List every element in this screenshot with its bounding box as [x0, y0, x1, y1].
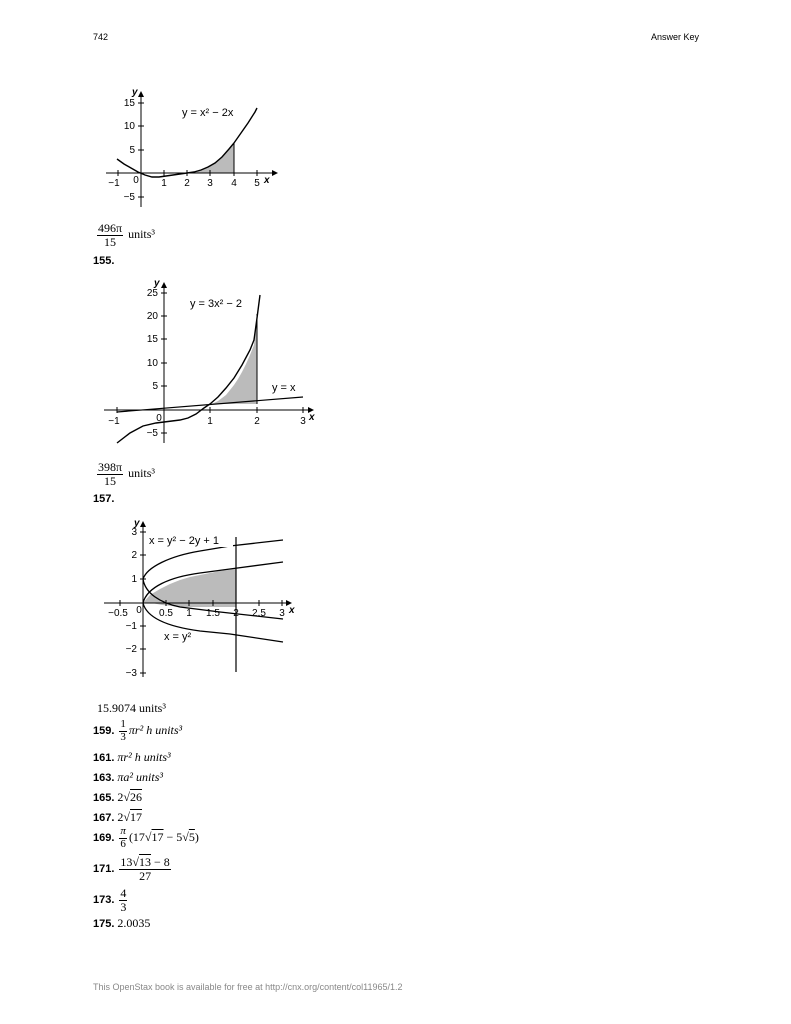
figure-parabola-153 [100, 85, 290, 210]
expression: πr² h units³ [117, 750, 171, 764]
y-axis-label: y [132, 87, 138, 98]
expression: ) [194, 829, 199, 844]
x-tick-label: 0.5 [159, 608, 173, 619]
graph-1 [100, 85, 290, 210]
fraction-numerator: 496π [98, 221, 123, 235]
shaded-region-lower [152, 603, 236, 607]
radicand: 17 [130, 810, 143, 824]
problem-number: 169. [93, 831, 115, 844]
y-tick-label: −1 [125, 621, 137, 632]
x-tick-label: 4 [231, 178, 237, 189]
y-tick-label: 3 [131, 527, 137, 538]
x-tick-label: 3 [207, 178, 213, 189]
shaded-region [187, 143, 234, 173]
y-tick-label: 20 [146, 311, 158, 322]
fraction-denominator: 15 [104, 473, 117, 488]
fraction-denominator: 3 [120, 730, 126, 743]
x-tick-label: 0 [156, 413, 162, 424]
problem-number: 165. [93, 792, 115, 804]
y-tick-label: 2 [131, 550, 137, 561]
problem-number: 163. [93, 772, 115, 784]
fraction-numerator: π [120, 825, 126, 837]
problem-number: 175. [93, 918, 115, 930]
y-tick-label: 1 [131, 574, 137, 585]
answer-row-165 [93, 790, 142, 805]
radicand: 13 [139, 855, 152, 869]
x-tick-label: −0.5 [108, 608, 128, 619]
fraction-numerator: 1 [120, 718, 126, 730]
problem-number: 161. [93, 752, 115, 764]
problem-number: 159. [93, 724, 115, 737]
figure-155 [100, 278, 325, 448]
fraction-denominator: 27 [139, 868, 152, 883]
x-tick-label: 5 [254, 178, 260, 189]
problem-number: 171. [93, 862, 115, 875]
expression: 2√ [117, 790, 131, 804]
x-tick-label: 3 [300, 416, 306, 427]
y-tick-label: 5 [129, 145, 135, 156]
x-tick-label: 1.5 [206, 608, 220, 619]
x-arrow-icon [272, 170, 278, 176]
fraction-numerator: 4 [120, 886, 127, 900]
answer-row-171 [93, 856, 173, 882]
x-tick-label: 2.5 [252, 608, 266, 619]
x-axis-label: x [264, 175, 270, 186]
y-arrow-icon [140, 521, 146, 527]
x-tick-label: −1 [108, 178, 120, 189]
answer-155 [95, 461, 155, 487]
problem-number: 167. [93, 812, 115, 824]
y-tick-label: 15 [123, 98, 135, 109]
radicand: 17 [151, 829, 164, 844]
expression: 13√ [120, 855, 140, 869]
y-tick-label: 15 [146, 334, 158, 345]
x-tick-label: 3 [279, 608, 285, 619]
problem-number-155: 155. [93, 255, 115, 267]
answer-row-173 [93, 887, 129, 913]
equation-label: y = x [272, 382, 296, 394]
x-tick-label: 1 [207, 416, 213, 427]
equation-label: y = 3x² − 2 [190, 298, 242, 310]
answer-row-167 [93, 810, 142, 825]
expression: − 5√ [163, 829, 189, 844]
radicand: 5 [188, 829, 195, 844]
unit: units³ [128, 226, 155, 241]
answer-row-163 [93, 770, 163, 785]
expression: − 8 [151, 855, 170, 869]
x-axis-label: x [289, 605, 295, 616]
answer-157: 15.9074 units³ [97, 701, 166, 715]
page-number: 742 [93, 32, 109, 42]
answer-row-169 [93, 826, 199, 850]
tick-marks [117, 293, 303, 433]
problem-number-157: 157. [93, 493, 115, 505]
x-tick-label: 2 [184, 178, 190, 189]
answer-row-161 [93, 750, 171, 765]
problem-number: 173. [93, 893, 115, 906]
footer-text: This OpenStax book is available for free at http://cnx.org/content/col11965/1.2 [93, 982, 403, 992]
fraction-denominator: 6 [120, 837, 126, 850]
y-arrow-icon [161, 282, 167, 288]
x-axis-label: x [309, 412, 315, 423]
x-tick-label: 1 [186, 608, 192, 619]
equation-label: y = x² − 2x [182, 107, 234, 119]
y-axis-label: y [154, 278, 160, 289]
x-tick-label: −1 [108, 416, 120, 427]
answer-153 [95, 222, 155, 248]
x-tick-label: 2 [233, 608, 239, 619]
expression: 2√ [117, 810, 131, 824]
y-tick-label: 25 [146, 288, 158, 299]
fraction-denominator: 15 [104, 234, 117, 249]
equation-label: x = y² [164, 631, 192, 643]
shaded-region [210, 314, 257, 404]
answer-row-175 [93, 916, 150, 931]
curve-cubic [117, 295, 260, 443]
figure-157 [100, 515, 300, 680]
y-arrow-icon [138, 91, 144, 97]
y-tick-label: −5 [146, 428, 158, 439]
section-title: Answer Key [650, 32, 699, 42]
y-tick-label: −5 [123, 192, 135, 203]
graph-2 [100, 278, 325, 448]
x-tick-label: 0 [133, 175, 139, 186]
y-tick-label: 10 [146, 358, 158, 369]
answer-row-159 [93, 719, 182, 743]
fraction-denominator: 3 [120, 899, 127, 914]
x-tick-label: 1 [161, 178, 167, 189]
y-tick-label: 5 [152, 381, 158, 392]
fraction-numerator: 398π [98, 460, 123, 474]
expression: πr² h units³ [128, 722, 183, 737]
equation-label: x = y² − 2y + 1 [149, 535, 220, 547]
y-tick-label: −3 [125, 668, 137, 679]
y-tick-label: 10 [123, 121, 135, 132]
expression: πa² units³ [117, 770, 163, 784]
radicand: 26 [130, 790, 143, 804]
expression: 2.0035 [117, 916, 151, 930]
x-tick-label: 2 [254, 416, 260, 427]
x-tick-label: 0 [136, 605, 142, 616]
y-tick-label: −2 [125, 644, 137, 655]
expression: (17√ [128, 829, 152, 844]
unit: units³ [128, 465, 155, 480]
y-axis-label: y [134, 518, 140, 529]
graph-3 [100, 515, 300, 680]
